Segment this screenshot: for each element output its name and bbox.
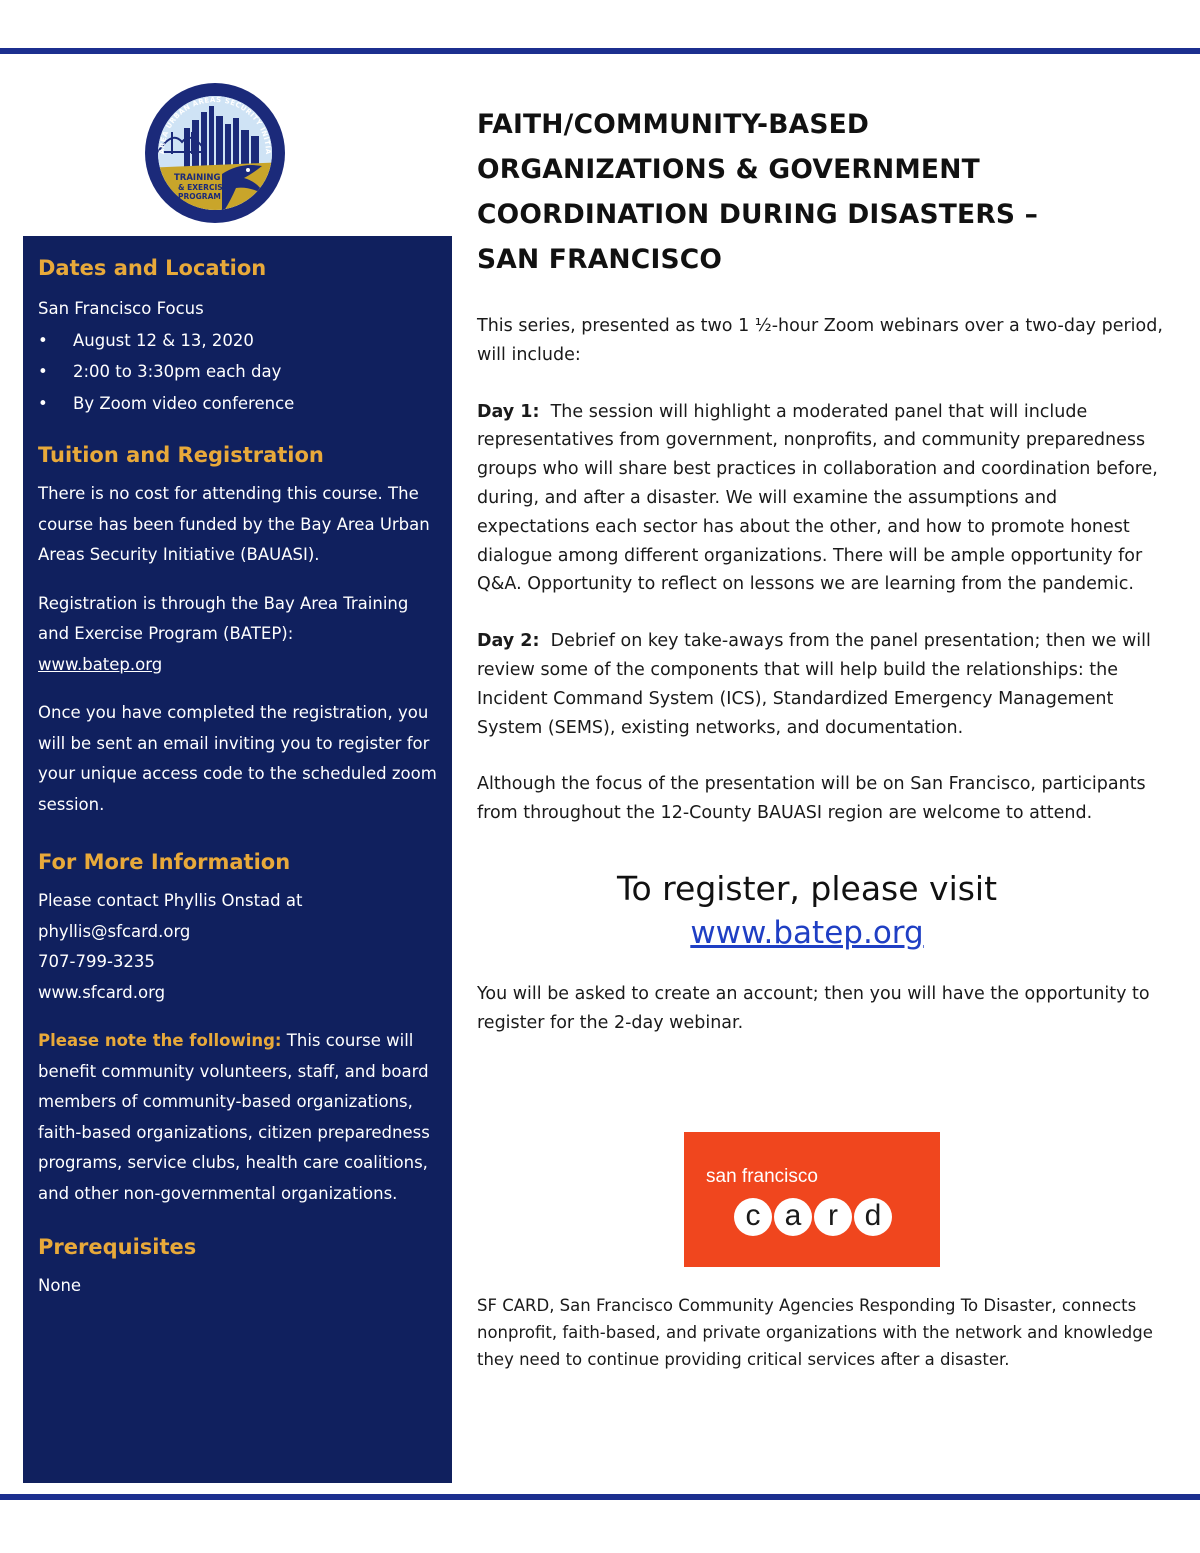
day2-label: Day 2:: [477, 631, 540, 652]
sidebar-batep-link[interactable]: www.batep.org: [38, 654, 163, 674]
card-letter-r: r: [814, 1198, 852, 1236]
top-rule: [0, 48, 1200, 54]
dates-focus: San Francisco Focus: [38, 299, 204, 318]
card-letter-a: a: [774, 1198, 812, 1236]
main-content: [477, 102, 1167, 1038]
logo-line-1: TRAINING: [174, 173, 221, 183]
info-contact: Please contact Phyllis Onstad at: [38, 891, 303, 910]
card-letter-c: c: [734, 1198, 772, 1236]
card-logo-letters: [734, 1198, 892, 1236]
logo-ring-text: AREA URBAN AREAS SECURITY INITIA: [157, 95, 273, 155]
register-batep-link[interactable]: www.batep.org: [690, 914, 924, 951]
day2-text: Debrief on key take-aways from the panel presentation; then we will review some of the components that will help build the relationships: the Incident Command System (ICS), Standardized Emergency Management System (SEMS), existing networks, and documentation.: [477, 631, 1157, 738]
card-letter-d: d: [854, 1198, 892, 1236]
dates-bullet-time: • 2:00 to 3:30pm each day: [38, 356, 437, 388]
dates-heading: Dates and Location: [38, 256, 267, 280]
info-phone: 707-799-3235: [38, 952, 155, 971]
title-line-2: ORGANIZATIONS & GOVERNMENT: [477, 154, 980, 185]
info-email: phyllis@sfcard.org: [38, 921, 191, 941]
register-line: To register, please visit: [616, 868, 998, 908]
tuition-cost-text: There is no cost for attending this course. The course has been funded by the Bay Area Urban Areas Security Initiative (BAUASI).: [38, 484, 430, 564]
sidebar-panel: [23, 236, 452, 1483]
page-title: [477, 102, 1167, 282]
dates-list: [38, 325, 437, 420]
title-line-4: SAN FRANCISCO: [477, 244, 723, 275]
bauasi-logo: [144, 82, 286, 224]
info-website: www.sfcard.org: [38, 982, 166, 1002]
intro-text: This series, presented as two 1 ½-hour Zoom webinars over a two-day period, will include:: [477, 316, 1163, 365]
tuition-email-text: Once you have completed the registration, you will be sent an email inviting you to register for your unique access code to the scheduled zoom session.: [38, 703, 437, 814]
note-text: This course will benefit community volunteers, staff, and board members of community-based organizations, faith-based organizations, citizen preparedness programs, service clubs, health care coalitions, and other non-governmental organizations.: [38, 1031, 430, 1203]
day1-label: Day 1:: [477, 401, 540, 422]
dates-bullet-date: • August 12 & 13, 2020: [38, 325, 437, 357]
note-label: Please note the following:: [38, 1031, 282, 1050]
dates-bullet-location: • By Zoom video conference: [38, 388, 437, 420]
info-heading: For More Information: [38, 850, 291, 874]
card-logo-small-text: san francisco: [706, 1166, 818, 1187]
note-paragraph: [38, 1026, 437, 1209]
sf-card-logo: [684, 1132, 940, 1267]
title-line-1: FAITH/COMMUNITY-BASED: [477, 109, 870, 140]
bottom-rule: [0, 1494, 1200, 1500]
focus-text: Although the focus of the presentation will be on San Francisco, participants from throughout the 12-County BAUASI region are welcome to attend.: [477, 774, 1146, 824]
register-callout: [477, 868, 1137, 954]
title-line-3: COORDINATION DURING DISASTERS –: [477, 199, 1039, 230]
tuition-registration-text: Registration is through the Bay Area Training and Exercise Program (BATEP):: [38, 593, 409, 643]
tuition-heading: Tuition and Registration: [38, 443, 324, 467]
prereq-heading: Prerequisites: [38, 1235, 197, 1259]
account-text: You will be asked to create an account; then you will have the opportunity to register for the 2-day webinar.: [477, 983, 1150, 1033]
day1-paragraph: [477, 398, 1167, 600]
logo-line-3: PROGRAM: [178, 192, 221, 201]
day2-paragraph: [477, 627, 1167, 742]
day1-text: The session will highlight a moderated panel that will include representatives from government, nonprofits, and community preparedness groups who will share best practices in collaboration and coordination before, during, and after a disaster. We will examine the assumptions and expectations each sector has about the other, and how to promote honest dialogue among different organizations. There will be ample opportunity for Q&A. Opportunity to reflect on lessons we are learning from the pandemic.: [477, 401, 1164, 595]
logo-line-2: & EXERCISE: [178, 183, 228, 192]
sfcard-description: SF CARD, San Francisco Community Agencies Responding To Disaster, connects nonprofit, faith-based, and private organizations with the network and knowledge they need to continue providing critical services after a disaster.: [477, 1296, 1153, 1369]
prereq-text: None: [38, 1276, 82, 1295]
